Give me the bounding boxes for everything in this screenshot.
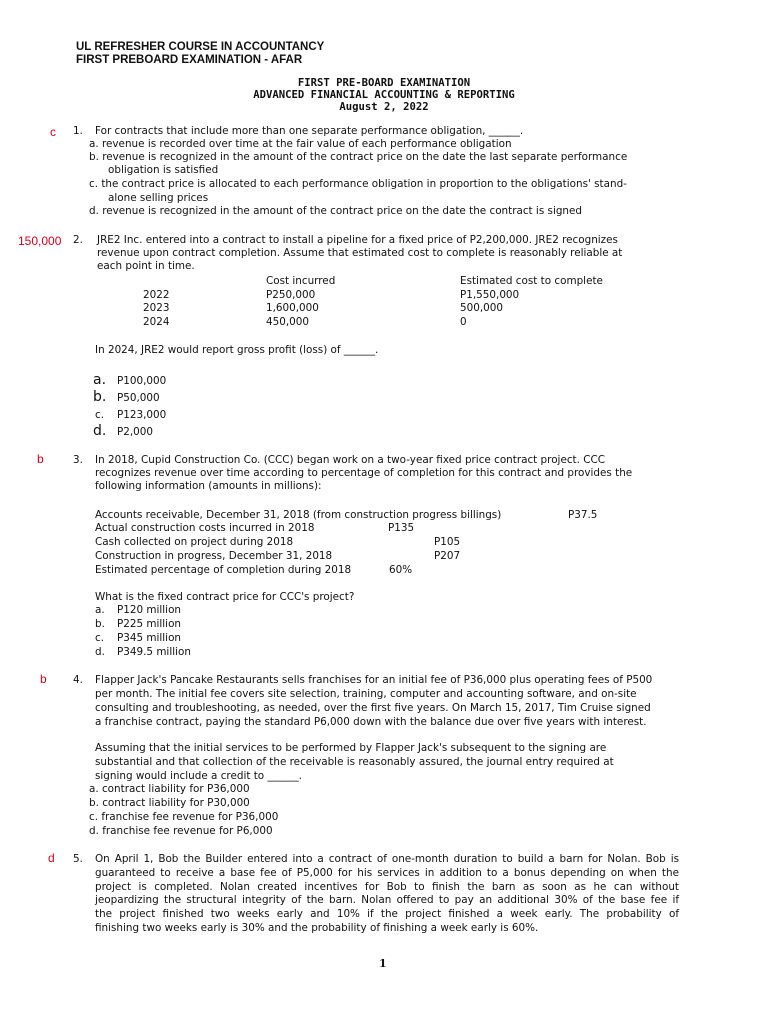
q2-choice-text: P100,000	[117, 375, 167, 387]
q4-choice-d: d. franchise fee revenue for P6,000	[89, 825, 273, 837]
q2-number: 2.	[73, 234, 83, 246]
q3-choice-letter: c.	[95, 632, 105, 644]
q4-stem-line4: a franchise contract, paying the standard P6,000 down with the balance due over five years with interest.	[95, 716, 647, 728]
q2-col-cost-incurred: Cost incurred	[266, 275, 336, 287]
q2-row-cost: P250,000	[266, 289, 316, 301]
q3-answer-mark: b	[37, 452, 44, 466]
q2-row-est: P1,550,000	[460, 289, 520, 301]
q1-answer-mark: c	[50, 125, 56, 139]
q3-choice-letter: d.	[95, 646, 105, 658]
q4-paragraph-line2: substantial and that collection of the receivable is reasonably assured, the journal entry required at	[95, 756, 614, 768]
q1-number: 1.	[73, 125, 83, 137]
q3-item-label: Construction in progress, December 31, 2018	[95, 550, 333, 562]
q2-choice-text: P50,000	[117, 392, 160, 404]
q1-choice-d: d. revenue is recognized in the amount of the contract price on the date the contract is signed	[89, 205, 583, 217]
q2-stem-line3: each point in time.	[97, 260, 195, 272]
q4-paragraph-line1: Assuming that the initial services to be performed by Flapper Jack's subsequent to the signing are	[95, 742, 607, 754]
q2-row-cost: 1,600,000	[266, 302, 319, 314]
q2-col-estimated-cost: Estimated cost to complete	[460, 275, 603, 287]
q3-choice-text: P349.5 million	[117, 646, 191, 658]
q1-choice-a: a. revenue is recorded over time at the fair value of each performance obligation	[89, 138, 512, 150]
q3-question: What is the fixed contract price for CCC's project?	[95, 591, 355, 603]
q5-body-line4: jeopardizing the structural integrity of the barn. Nolan offered to pay an additional 30% of the base fee if	[95, 894, 679, 906]
q2-choice-letter: d.	[93, 423, 107, 439]
q3-choice-text: P345 million	[117, 632, 182, 644]
q2-row-est: 500,000	[460, 302, 503, 314]
page-number: 1	[379, 957, 387, 970]
q1-choice-c-cont: alone selling prices	[108, 192, 209, 204]
q4-choice-b: b. contract liability for P30,000	[89, 797, 250, 809]
q3-stem-line2: recognizes revenue over time according to percentage of completion for this contract and provides the	[95, 467, 633, 479]
q5-body-line5: the project finished two weeks early and 10% if the project finished a week early. The probability of	[95, 908, 679, 920]
q2-stem-line2: revenue upon contract completion. Assume that estimated cost to complete is reasonably reliable at	[97, 247, 623, 259]
subject-title: ADVANCED FINANCIAL ACCOUNTING & REPORTING	[253, 89, 515, 101]
q5-body-line2: guaranteed to receive a base fee of P5,000 for his services in addition to a bonus depending on when the	[95, 867, 679, 879]
q1-choice-b: b. revenue is recognized in the amount of the contract price on the date the last separate performance	[89, 151, 628, 163]
q2-choice-text: P123,000	[117, 409, 167, 421]
q3-stem-line1: In 2018, Cupid Construction Co. (CCC) began work on a two-year fixed price contract project. CCC	[95, 454, 605, 466]
q3-choice-letter: b.	[95, 618, 105, 630]
q3-choice-text: P120 million	[117, 604, 182, 616]
course-title: UL REFRESHER COURSE IN ACCOUNTANCY	[76, 41, 325, 53]
q3-item-value: P37.5	[568, 509, 598, 521]
q2-choice-letter: b.	[93, 389, 107, 405]
q2-row-est: 0	[460, 316, 467, 328]
q3-item-label: Estimated percentage of completion during 2018	[95, 564, 352, 576]
q4-choice-a: a. contract liability for P36,000	[89, 783, 250, 795]
q2-choice-letter: c.	[95, 409, 105, 421]
q2-row-year: 2022	[143, 289, 170, 301]
q1-choice-c: c. the contract price is allocated to each performance obligation in proportion to the obligations' stand-	[89, 178, 627, 190]
q3-choice-letter: a.	[95, 604, 105, 616]
exam-title: FIRST PRE-BOARD EXAMINATION	[297, 77, 471, 89]
q4-choice-c: c. franchise fee revenue for P36,000	[89, 811, 279, 823]
q4-stem-line1: Flapper Jack's Pancake Restaurants sells franchises for an initial fee of P36,000 plus operating fees of P500	[95, 674, 653, 686]
q3-item-value: P207	[434, 550, 461, 562]
q1-stem: For contracts that include more than one separate performance obligation, ______.	[95, 125, 524, 137]
q3-item-label: Actual construction costs incurred in 2018	[95, 522, 315, 534]
q2-stem-line1: JRE2 Inc. entered into a contract to install a pipeline for a fixed price of P2,200,000. JRE2 recognizes	[97, 234, 618, 246]
q2-row-year: 2023	[143, 302, 170, 314]
q5-answer-mark: d	[48, 851, 55, 865]
q5-body-line1: On April 1, Bob the Builder entered into a contract of one-month duration to build a barn for Nolan. Bob is	[95, 853, 679, 865]
q2-row-year: 2024	[143, 316, 170, 328]
q5-number: 5.	[73, 853, 83, 865]
q3-item-value: P105	[434, 536, 461, 548]
q3-item-label: Cash collected on project during 2018	[95, 536, 294, 548]
q4-answer-mark: b	[40, 672, 47, 686]
q2-row-cost: 450,000	[266, 316, 309, 328]
q3-item-value: 60%	[389, 564, 413, 576]
q4-stem-line2: per month. The initial fee covers site selection, training, computer and accounting software, and on-site	[95, 688, 637, 700]
exam-date: August 2, 2022	[339, 101, 429, 113]
q5-body-line3: project is completed. Nolan created incentives for Bob to finish the barn as soon as he can without	[95, 881, 679, 893]
q3-item-label: Accounts receivable, December 31, 2018 (from construction progress billings)	[95, 509, 502, 521]
q5-body-line6: finishing two weeks early is 30% and the probability of finishing a week early is 60%.	[95, 922, 539, 934]
q3-stem-line3: following information (amounts in millions):	[95, 480, 322, 492]
q2-choice-text: P2,000	[117, 426, 154, 438]
q1-choice-b-cont: obligation is satisfied	[108, 164, 219, 176]
q4-number: 4.	[73, 674, 83, 686]
q2-answer-mark: 150,000	[18, 234, 62, 248]
q4-paragraph-line3: signing would include a credit to ______.	[95, 770, 302, 782]
q3-item-value: P135	[388, 522, 415, 534]
q4-stem-line3: consulting and troubleshooting, as needed, over the first five years. On March 15, 2017, Tim Cruise signed	[95, 702, 651, 714]
q3-choice-text: P225 million	[117, 618, 182, 630]
q3-number: 3.	[73, 454, 83, 466]
q2-question: In 2024, JRE2 would report gross profit (loss) of ______.	[95, 344, 379, 356]
exam-subtitle: FIRST PREBOARD EXAMINATION - AFAR	[76, 54, 303, 66]
q2-choice-letter: a.	[93, 372, 107, 388]
